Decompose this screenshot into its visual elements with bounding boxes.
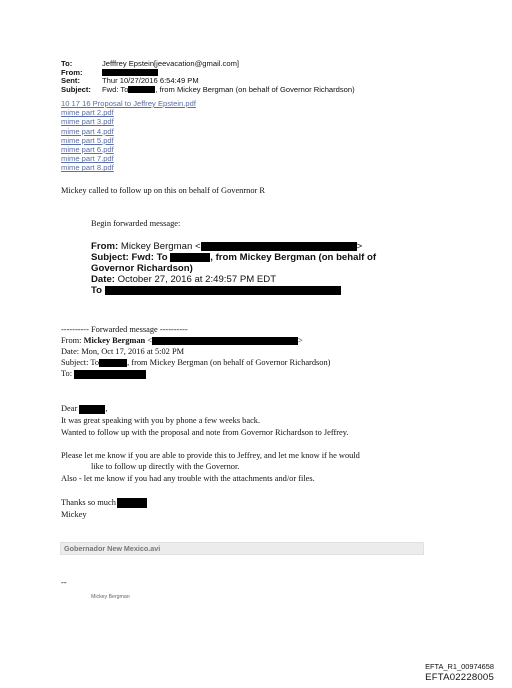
bates-number-1: EFTA_R1_00974658 <box>425 662 494 671</box>
body-line-4: like to follow up directly with the Governor. <box>91 462 240 471</box>
inner-from-name: Mickey Bergman <box>83 336 146 345</box>
redaction <box>102 69 158 76</box>
attachment-link[interactable]: mime part 5.pdf <box>61 135 114 145</box>
begin-forwarded-text: Begin forwarded message: <box>91 219 181 228</box>
redaction <box>99 359 127 367</box>
fwd-subject-line2: Governor Richardson) <box>91 263 193 274</box>
body-line-2: Wanted to follow up with the proposal and note from Governor Richardson to Jeffrey. <box>61 428 349 437</box>
attachment-link[interactable]: mime part 7.pdf <box>61 154 114 164</box>
inner-subject-line: Subject: To , from Mickey Bergman (on behalf of Governor Richardson) <box>61 358 331 367</box>
attachment-filename: Gobernador New Mexico.avi <box>64 544 161 553</box>
fwd-from-label: From: <box>91 241 119 252</box>
body-line-3: Please let me know if you are able to provide this to Jeffrey, and let me know if he would <box>61 451 360 460</box>
attachment-list <box>61 99 196 173</box>
body-signoff: Mickey <box>61 510 87 519</box>
attachment-link[interactable]: mime part 6.pdf <box>61 145 114 155</box>
fwd-to-label: To <box>91 285 103 296</box>
attachment-link[interactable]: mime part 2.pdf <box>61 108 114 118</box>
forwarded-header: From: Mickey Bergman < > Subject: Fwd: To , from Mickey Bergman (on behalf of Governor Richardson) Date: October 27, 2016 at 2:49:57 PM EDT To <box>91 241 421 296</box>
redaction <box>170 253 210 262</box>
signature-name: Mickey Bergman <box>91 594 130 600</box>
inner-from-line: From: Mickey Bergman < > <box>61 336 303 345</box>
from-label: From: <box>61 67 83 77</box>
fwd-subject-label: Subject: <box>91 252 129 263</box>
inner-to-line: To: <box>61 369 146 379</box>
redaction <box>79 405 105 414</box>
redaction <box>74 370 146 379</box>
signature-dash: -- <box>61 578 67 587</box>
forward-divider: ---------- Forwarded message ---------- <box>61 325 188 334</box>
bates-number-2: EFTA02228005 <box>425 672 494 683</box>
to-label: To: <box>61 59 73 68</box>
email-header <box>61 60 461 104</box>
video-attachment[interactable] <box>60 542 424 555</box>
sent-value: Thur 10/27/2016 6:54:49 PM <box>102 76 199 86</box>
fwd-date-value: October 27, 2016 at 2:49:57 PM EDT <box>117 274 277 285</box>
body-line-5: Also - let me know if you had any trouble with the attachments and/or files. <box>61 474 315 483</box>
attachment-link[interactable]: mime part 3.pdf <box>61 117 114 127</box>
redaction <box>201 242 357 251</box>
attachment-link[interactable]: mime part 8.pdf <box>61 163 114 173</box>
to-value: Jefffrey Epstein[jeevacation@gmail.com] <box>102 59 240 68</box>
body-dear: Dear , <box>61 404 108 413</box>
fwd-date-label: Date: <box>91 274 115 285</box>
intro-text: Mickey called to follow up on this on behalf of Govenrnor R <box>61 186 265 195</box>
fwd-from-name: Mickey Bergman < <box>120 241 201 252</box>
attachment-link[interactable]: mime part 4.pdf <box>61 126 114 136</box>
sent-label: Sent: <box>61 76 80 86</box>
redaction <box>128 86 155 93</box>
inner-date-line: Date: Mon, Oct 17, 2016 at 5:02 PM <box>61 347 185 356</box>
attachment-link[interactable]: 10 17 16 Proposal to Jeffrey Epstein.pdf <box>61 99 196 108</box>
redaction <box>152 337 298 345</box>
body-thanks: Thanks so much <box>61 498 147 508</box>
subject-label: Subject: <box>61 84 91 94</box>
redaction <box>105 286 341 295</box>
redaction <box>117 498 147 508</box>
subject-value: Fwd: To , from Mickey Bergman (on behalf of Governor Richardson) <box>102 84 355 94</box>
body-line-1: It was great speaking with you by phone a few weeks back. <box>61 416 261 425</box>
